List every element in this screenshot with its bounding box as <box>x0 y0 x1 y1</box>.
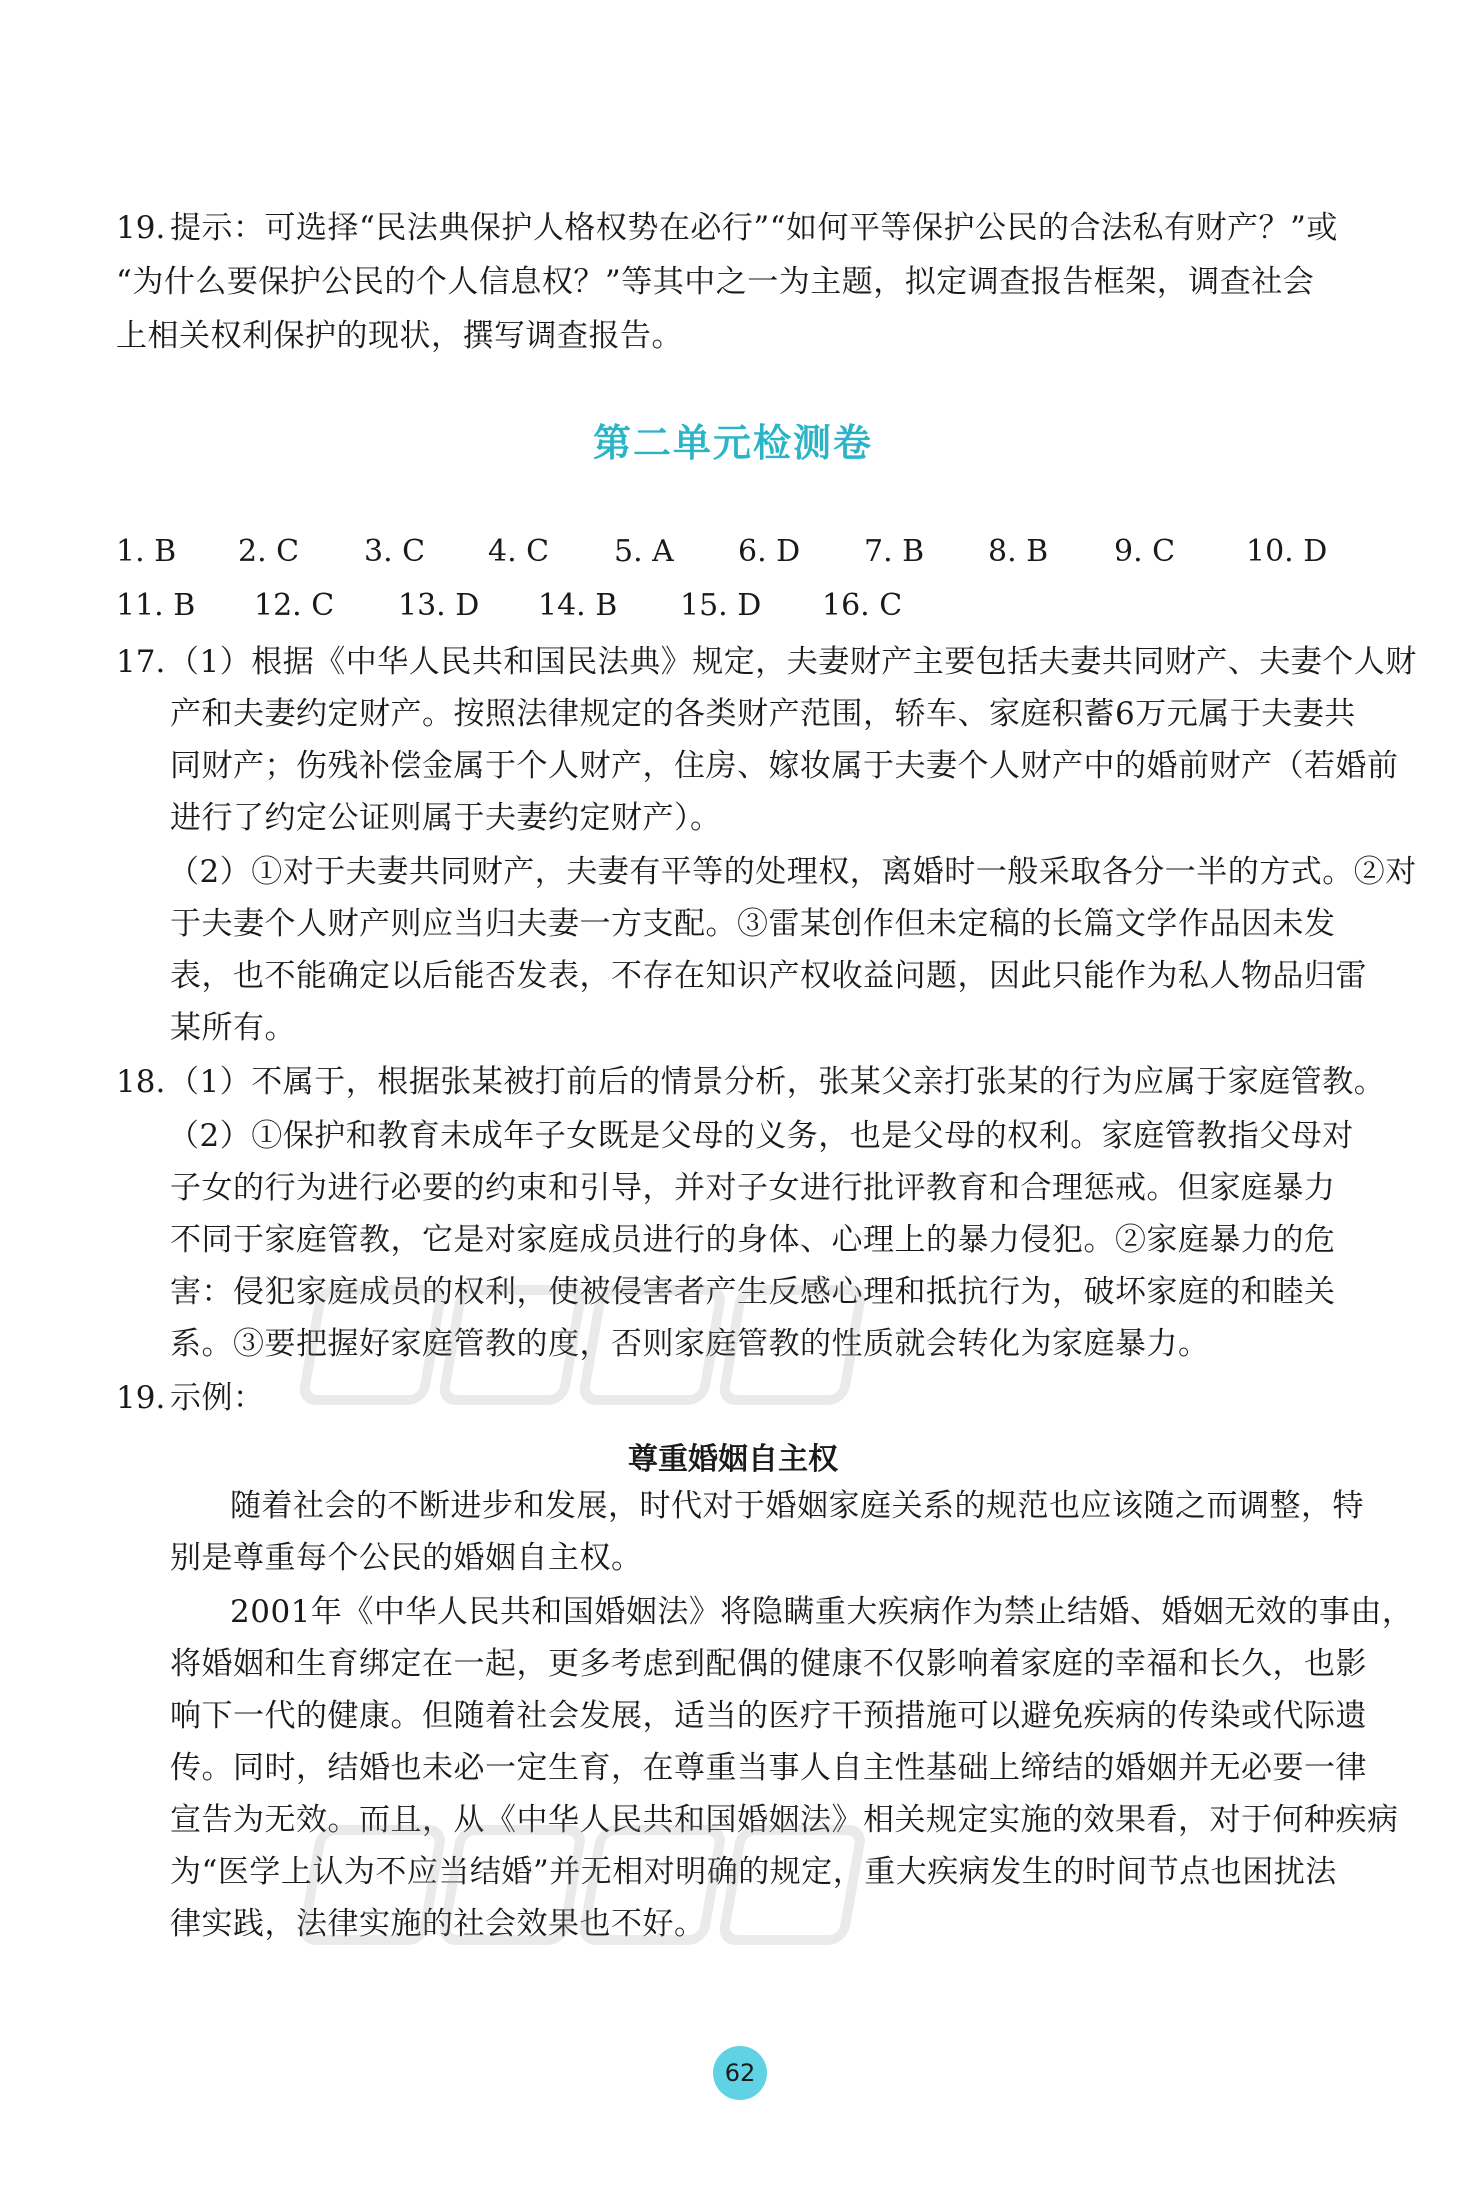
q17-line: （2）①对于夫妻共同财产，夫妻有平等的处理权，离婚时一般采取各分一半的方式。②对 <box>168 854 1417 890</box>
answer-item: 7. B <box>864 534 925 569</box>
essay-paragraph-line: 响下一代的健康。但随着社会发展，适当的医疗干预措施可以避免疾病的传染或代际遗 <box>170 1698 1367 1734</box>
answer-item: 2. C <box>238 534 300 569</box>
watermark-icon <box>287 1790 879 1970</box>
answer-item: 8. B <box>988 534 1049 569</box>
answer-item: 5. A <box>614 534 674 569</box>
q17-line: 某所有。 <box>170 1010 296 1046</box>
q18-line: 害：侵犯家庭成员的权利，使被侵害者产生反感心理和抵抗行为，破坏家庭的和睦关 <box>170 1274 1336 1310</box>
essay-paragraph-line: 2001年《中华人民共和国婚姻法》将隐瞒重大疾病作为禁止结婚、婚姻无效的事由， <box>230 1594 1414 1630</box>
q18-line: 不同于家庭管教，它是对家庭成员进行的身体、心理上的暴力侵犯。②家庭暴力的危 <box>170 1222 1336 1258</box>
q18-line: 系。③要把握好家庭管教的度，否则家庭管教的性质就会转化为家庭暴力。 <box>170 1326 1210 1362</box>
q19-number: 19. <box>116 1380 166 1416</box>
top-item-number: 19. <box>116 210 166 246</box>
answer-item: 16. C <box>822 588 903 623</box>
answer-item: 6. D <box>738 534 801 569</box>
essay-paragraph-line: 传。同时，结婚也未必一定生育，在尊重当事人自主性基础上缔结的婚姻并无必要一律 <box>170 1750 1367 1786</box>
q19-label: 示例： <box>170 1380 265 1416</box>
answer-item: 14. B <box>538 588 618 623</box>
essay-paragraph-line: 随着社会的不断进步和发展，时代对于婚姻家庭关系的规范也应该随之而调整，特 <box>230 1488 1364 1524</box>
top-item-line: 上相关权利保护的现状，撰写调查报告。 <box>116 318 683 354</box>
q17-line: 同财产；伤残补偿金属于个人财产，住房、嫁妆属于夫妻个人财产中的婚前财产（若婚前 <box>170 748 1399 784</box>
answer-item: 11. B <box>116 588 196 623</box>
section-title: 第二单元检测卷 <box>592 421 873 465</box>
q18-line: （1）不属于，根据张某被打前后的情景分析，张某父亲打张某的行为应属于家庭管教。 <box>168 1064 1386 1100</box>
q17-line: （1）根据《中华人民共和国民法典》规定，夫妻财产主要包括夫妻共同财产、夫妻个人财 <box>168 644 1417 680</box>
q17-line: 产和夫妻约定财产。按照法律规定的各类财产范围，轿车、家庭积蓄6万元属于夫妻共 <box>170 696 1356 732</box>
watermark-logo <box>281 1250 879 1466</box>
answer-item: 12. C <box>254 588 335 623</box>
essay-paragraph-line: 为“医学上认为不应当结婚”并无相对明确的规定，重大疾病发生的时间节点也困扰法 <box>170 1854 1337 1890</box>
q17-line: 进行了约定公证则属于夫妻约定财产）。 <box>170 800 722 836</box>
essay-paragraph-line: 律实践，法律实施的社会效果也不好。 <box>170 1906 706 1942</box>
answer-item: 10. D <box>1246 534 1328 569</box>
page-number: 62 <box>713 2046 767 2100</box>
answer-item: 3. C <box>364 534 426 569</box>
top-item-line: “为什么要保护公民的个人信息权？”等其中之一为主题，拟定调查报告框架，调查社会 <box>116 264 1315 300</box>
essay-title: 尊重婚姻自主权 <box>628 1442 838 1477</box>
q17-line: 表，也不能确定以后能否发表，不存在知识产权收益问题，因此只能作为私人物品归雷 <box>170 958 1367 994</box>
answer-item: 15. D <box>680 588 762 623</box>
q18-line: （2）①保护和教育未成年子女既是父母的义务，也是父母的权利。家庭管教指父母对 <box>168 1118 1354 1154</box>
answer-item: 13. D <box>398 588 480 623</box>
watermark-logo <box>281 1790 879 2006</box>
q18-number: 18. <box>116 1064 166 1100</box>
answer-item: 9. C <box>1114 534 1176 569</box>
q17-line: 于夫妻个人财产则应当归夫妻一方支配。③雷某创作但未定稿的长篇文学作品因未发 <box>170 906 1336 942</box>
answer-item: 4. C <box>488 534 550 569</box>
q18-line: 子女的行为进行必要的约束和引导，并对子女进行批评教育和合理惩戒。但家庭暴力 <box>170 1170 1336 1206</box>
answer-item: 1. B <box>116 534 177 569</box>
watermark-icon <box>287 1250 879 1430</box>
essay-paragraph-line: 宣告为无效。而且，从《中华人民共和国婚姻法》相关规定实施的效果看，对于何种疾病 <box>170 1802 1399 1838</box>
essay-paragraph-line: 别是尊重每个公民的婚姻自主权。 <box>170 1540 643 1576</box>
q17-number: 17. <box>116 644 166 680</box>
essay-paragraph-line: 将婚姻和生育绑定在一起，更多考虑到配偶的健康不仅影响着家庭的幸福和长久，也影 <box>170 1646 1367 1682</box>
top-item-line: 提示：可选择“民法典保护人格权势在必行”“如何平等保护公民的合法私有财产？”或 <box>170 210 1338 246</box>
